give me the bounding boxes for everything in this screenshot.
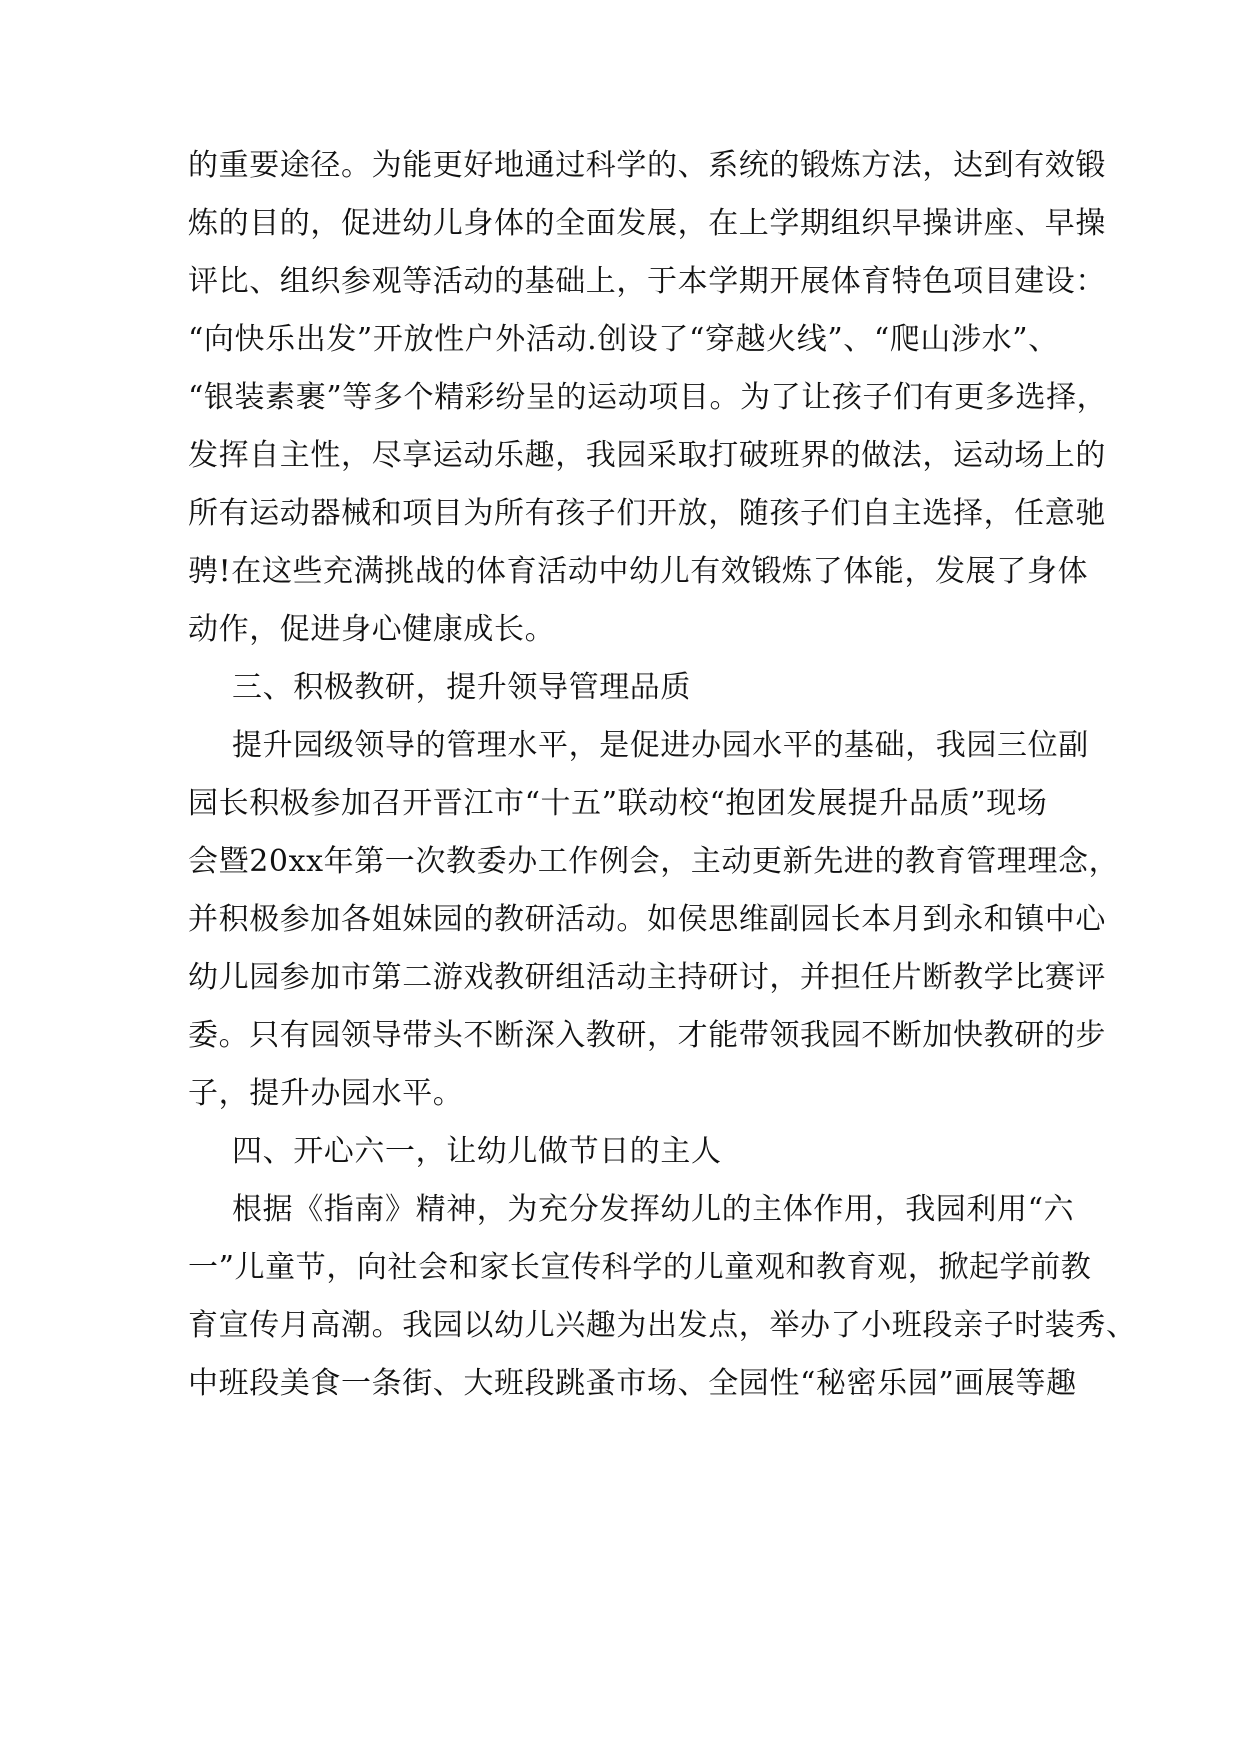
paragraph-line: 育宣传月高潮。我园以幼儿兴趣为出发点，举办了小班段亲子时装秀、: [188, 1308, 1137, 1343]
paragraph-line: 的重要途径。为能更好地通过科学的、系统的锻炼方法，达到有效锻: [188, 148, 1106, 183]
paragraph-line: 动作，促进身心健康成长。: [188, 612, 556, 647]
paragraph-line: 会暨20xx年第一次教委办工作例会，主动更新先进的教育管理理念，: [188, 844, 1120, 879]
paragraph-line: 子，提升办园水平。: [188, 1076, 464, 1111]
paragraph-line: 骋!在这些充满挑战的体育活动中幼儿有效锻炼了体能，发展了身体: [188, 554, 1089, 589]
paragraph-line: 中班段美食一条街、大班段跳蚤市场、全园性“秘密乐园”画展等趣: [188, 1366, 1077, 1401]
paragraph-line: 评比、组织参观等活动的基础上，于本学期开展体育特色项目建设：: [188, 264, 1106, 299]
section-heading: 三、积极教研，提升领导管理品质: [232, 670, 691, 705]
paragraph-line: 一”儿童节，向社会和家长宣传科学的儿童观和教育观，掀起学前教: [188, 1250, 1092, 1285]
paragraph-line: 发挥自主性，尽享运动乐趣，我园采取打破班界的做法，运动场上的: [188, 438, 1106, 473]
paragraph-line: 根据《指南》精神，为充分发挥幼儿的主体作用，我园利用“六: [232, 1192, 1075, 1227]
paragraph-line: 提升园级领导的管理水平，是促进办园水平的基础，我园三位副: [232, 728, 1089, 763]
section-heading: 四、开心六一，让幼儿做节日的主人: [232, 1134, 722, 1169]
paragraph-line: 委。只有园领导带头不断深入教研，才能带领我园不断加快教研的步: [188, 1018, 1106, 1053]
paragraph-line: 幼儿园参加市第二游戏教研组活动主持研讨，并担任片断教学比赛评: [188, 960, 1106, 995]
paragraph-line: 所有运动器械和项目为所有孩子们开放，随孩子们自主选择，任意驰: [188, 496, 1106, 531]
paragraph-line: “向快乐出发”开放性户外活动.创设了“穿越火线”、“爬山涉水”、: [188, 322, 1059, 357]
paragraph-line: 并积极参加各姐妹园的教研活动。如侯思维副园长本月到永和镇中心: [188, 902, 1106, 937]
paragraph-line: “银装素裹”等多个精彩纷呈的运动项目。为了让孩子们有更多选择，: [188, 380, 1108, 415]
paragraph-line: 炼的目的，促进幼儿身体的全面发展，在上学期组织早操讲座、早操: [188, 206, 1106, 241]
paragraph-line: 园长积极参加召开晋江市“十五”联动校“抱团发展提升品质”现场: [188, 786, 1048, 821]
